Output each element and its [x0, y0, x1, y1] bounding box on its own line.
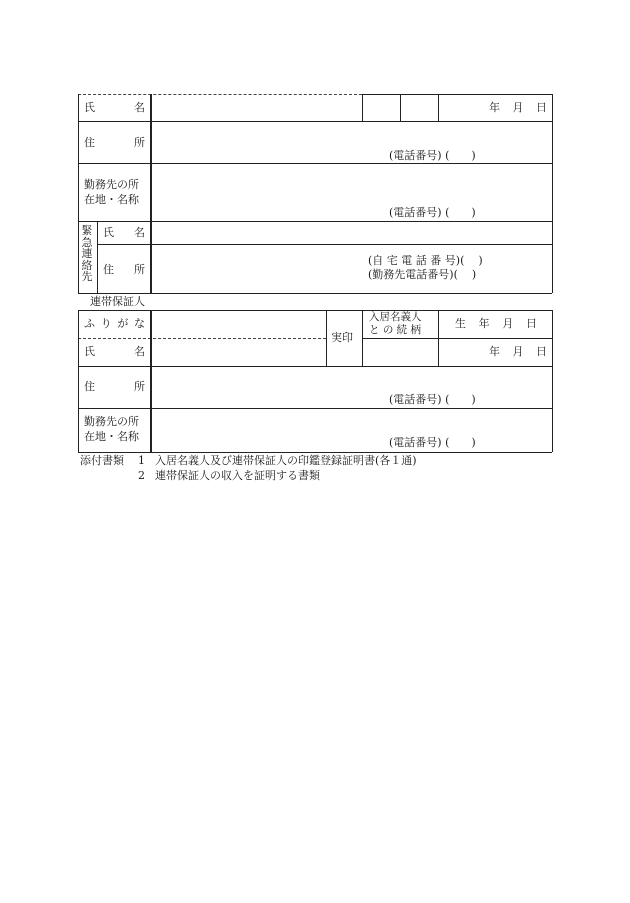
emergency-name-input[interactable] [152, 222, 551, 243]
emergency-name-label: 氏 名 [103, 226, 145, 239]
emergency-contact-label: 緊 急 連 絡 先 [81, 224, 93, 283]
tenant-left-border [78, 94, 79, 293]
tenant-box-input[interactable] [363, 95, 399, 120]
guarantor-birth-date[interactable]: 年 月 日 [489, 345, 547, 358]
guarantor-workplace-phone-label: (電話番号) ( ) [389, 436, 476, 449]
attachment-item-number: 2 [138, 469, 145, 482]
tenant-box-divider [438, 94, 439, 121]
guarantor-name-input[interactable] [152, 339, 325, 365]
guarantor-furigana-label: ふ り が な [84, 317, 145, 330]
guarantor-relation-divider [438, 310, 439, 366]
tenant-address-label: 住 所 [84, 136, 145, 149]
tenant-birth-date[interactable]: 年 月 日 [489, 101, 547, 114]
tenant-name-input[interactable] [152, 95, 361, 120]
tenant-box-input[interactable] [401, 95, 437, 120]
guarantor-section-title: 連帯保証人 [90, 295, 145, 308]
guarantor-workplace-label: 勤務先の所 在地・名称 [84, 415, 139, 443]
tenant-phone-label: (電話番号) ( ) [389, 149, 476, 162]
guarantor-relation-input[interactable] [363, 339, 437, 365]
emergency-address-label: 住 所 [103, 263, 145, 276]
attachments-title: 添付書類 [80, 454, 124, 467]
tenant-address-input[interactable] [152, 122, 551, 162]
guarantor-address-label: 住 所 [84, 380, 145, 393]
tenant-workplace-label: 勤務先の所 在地・名称 [84, 178, 139, 206]
tenant-right-border [552, 94, 553, 293]
tenant-name-label: 氏 名 [84, 101, 145, 114]
attachment-item-text: 連帯保証人の収入を証明する書類 [155, 469, 320, 482]
guarantor-furigana-input[interactable] [152, 311, 325, 337]
guarantor-name-label: 氏 名 [84, 345, 145, 358]
emergency-home-phone-label: (自 宅 電 話 番 号)( ) [368, 254, 483, 267]
guarantor-left-border [78, 310, 79, 452]
guarantor-address-input[interactable] [152, 367, 551, 407]
attachment-item-text: 入居名義人及び連帯保証人の印鑑登録証明書(各１通) [155, 454, 417, 467]
guarantor-right-border [552, 310, 553, 452]
guarantor-relation-label: 入居名義人 と の 続 柄 [369, 311, 422, 336]
guarantor-seal-left-divider [326, 310, 327, 366]
emergency-address-input[interactable] [152, 245, 551, 292]
tenant-workplace-input[interactable] [152, 164, 551, 220]
emergency-side-divider [97, 221, 98, 293]
guarantor-bottom-border [78, 452, 552, 453]
tenant-workplace-phone-label: (電話番号) ( ) [389, 206, 476, 219]
guarantor-workplace-input[interactable] [152, 409, 551, 451]
emergency-work-phone-label: (勤務先電話番号)( ) [368, 268, 477, 281]
guarantor-seal-label: 実印 [331, 331, 353, 344]
guarantor-phone-label: (電話番号) ( ) [389, 393, 476, 406]
attachment-item-number: 1 [138, 454, 145, 467]
tenant-bottom-border [78, 293, 552, 294]
guarantor-birth-header: 生 年 月 日 [455, 317, 537, 330]
